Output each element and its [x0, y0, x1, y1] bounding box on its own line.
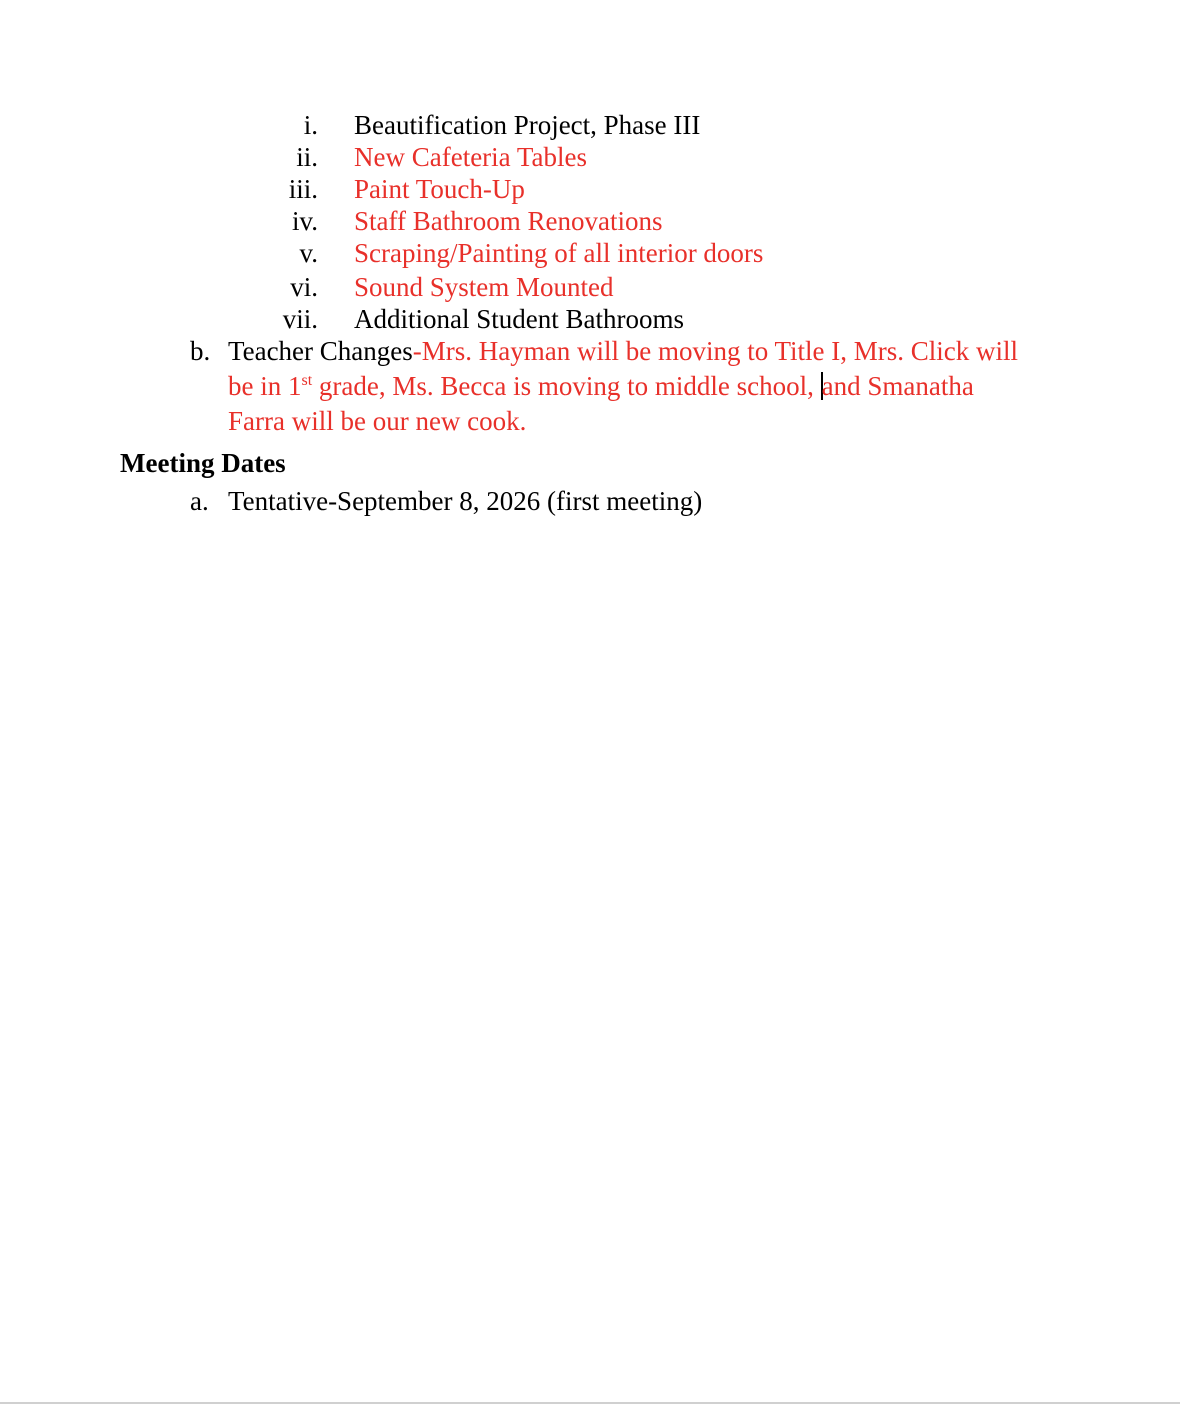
roman-numeral: iv. [292, 206, 318, 236]
teacher-changes-label: Teacher Changes [228, 336, 413, 366]
roman-numeral: vii. [282, 304, 318, 334]
list-letter: a. [190, 486, 209, 516]
meeting-date-text: Tentative-September 8, 2026 (first meeting) [228, 486, 703, 516]
text-run: be in 1 [228, 371, 302, 401]
ordinal-suffix: st [301, 372, 313, 389]
list-item-text: New Cafeteria Tables [354, 142, 588, 172]
text-run: grade, Ms. Becca is moving to middle school, [312, 371, 821, 401]
roman-numeral: iii. [288, 174, 318, 204]
list-item-text: Staff Bathroom Renovations [354, 206, 663, 236]
list-letter: b. [190, 336, 211, 366]
text-run: Farra will be our new cook. [228, 406, 527, 436]
paragraph-line [228, 334, 1068, 369]
roman-numeral: vi. [290, 272, 318, 302]
meeting-date-text-container[interactable] [228, 484, 1068, 519]
roman-numeral: v. [299, 238, 318, 268]
roman-numeral: ii. [296, 142, 318, 172]
meeting-dates-heading: Meeting Dates [120, 448, 286, 478]
text-run: and Smanatha [821, 371, 974, 401]
roman-numeral: i. [303, 110, 318, 140]
list-item-text: Beautification Project, Phase III [354, 110, 701, 140]
list-item-text: Sound System Mounted [354, 272, 614, 302]
list-item-text: Additional Student Bathrooms [354, 304, 684, 334]
list-item-text: Scraping/Painting of all interior doors [354, 238, 764, 268]
teacher-changes-text[interactable] [228, 334, 1068, 439]
tracked-change-text: -Mrs. Hayman will be moving to Title I, Mrs. Click will [412, 336, 1019, 366]
paragraph-line [228, 369, 1068, 404]
list-item-text: Paint Touch-Up [354, 174, 525, 204]
paragraph-line [228, 404, 1068, 439]
